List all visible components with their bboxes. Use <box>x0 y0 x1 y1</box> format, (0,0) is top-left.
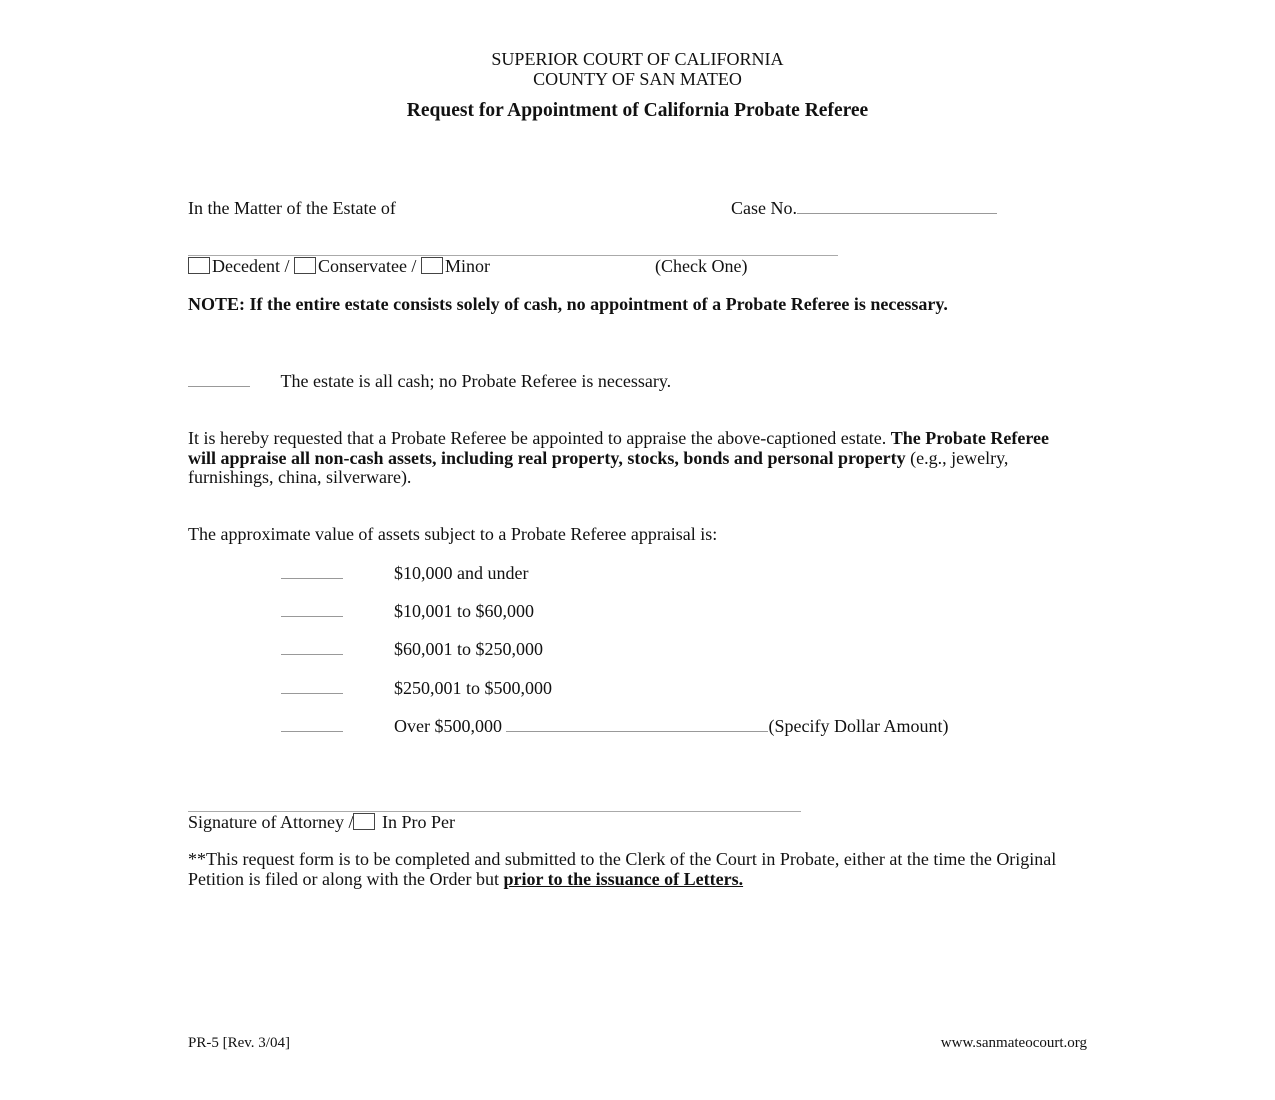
signature-label: Signature of Attorney / <box>188 812 354 832</box>
decedent-label: Decedent / <box>212 256 290 276</box>
specify-amount-label: (Specify Dollar Amount) <box>768 716 949 736</box>
value-option-label: $250,001 to $500,000 <box>394 678 553 698</box>
form-title: Request for Appointment of California Probate Referee <box>406 100 869 121</box>
request-text: It is hereby requested that a Probate Referee be appointed to appraise the above-captioned estate. <box>188 428 891 448</box>
conservatee-label: Conservatee / <box>317 256 417 276</box>
value-prompt: The approximate value of assets subject to a Probate Referee appraisal is: <box>188 524 718 544</box>
value-option-blank[interactable] <box>281 679 343 694</box>
case-no-input[interactable] <box>797 199 997 214</box>
form-id: PR-5 [Rev. 3/04] <box>188 1035 290 1051</box>
case-no-field[interactable] <box>731 198 997 218</box>
value-option-blank[interactable] <box>281 564 343 579</box>
party-type-row <box>188 256 490 276</box>
court-name: SUPERIOR COURT OF CALIFORNIA <box>491 49 784 69</box>
value-option-blank[interactable] <box>281 717 343 732</box>
value-option-label: $10,000 and under <box>394 563 529 583</box>
value-option-label: $10,001 to $60,000 <box>394 601 535 621</box>
case-no-label: Case No. <box>731 198 797 218</box>
conservatee-checkbox[interactable] <box>294 257 316 274</box>
signature-line[interactable] <box>188 795 801 812</box>
all-cash-blank[interactable] <box>188 372 250 387</box>
decedent-checkbox[interactable] <box>188 257 210 274</box>
note-text: NOTE: If the entire estate consists solely of cash, no appointment of a Probate Referee is necessary. <box>188 294 948 314</box>
minor-label: Minor <box>444 256 490 276</box>
signature-row <box>188 812 455 832</box>
footnote <box>188 850 1078 889</box>
minor-checkbox[interactable] <box>421 257 443 274</box>
value-option-row <box>281 639 544 659</box>
specify-amount-input[interactable] <box>506 717 768 732</box>
in-pro-per-label: In Pro Per <box>381 812 455 832</box>
all-cash-label: The estate is all cash; no Probate Referee is necessary. <box>280 371 672 391</box>
value-option-label <box>394 716 948 736</box>
matter-label: In the Matter of the Estate of <box>188 198 396 218</box>
estate-name-input[interactable] <box>188 238 838 256</box>
in-pro-per-checkbox[interactable] <box>353 813 375 830</box>
website: www.sanmateocourt.org <box>940 1035 1087 1051</box>
value-option-row <box>281 563 529 583</box>
value-option-blank[interactable] <box>281 602 343 617</box>
value-option-row <box>281 678 553 698</box>
value-option-row <box>281 601 535 621</box>
value-option-blank[interactable] <box>281 640 343 655</box>
request-bold-text: The Probate Referee will appraise all non-cash assets, including real property, stocks, bonds and personal property <box>188 428 1049 468</box>
value-option-row <box>281 716 949 736</box>
footnote-text: **This request form is to be completed and submitted to the Clerk of the Court in Probate, either at the time the Original Petition is filed or along with the Order but <box>188 849 1057 889</box>
all-cash-row <box>188 371 671 391</box>
request-paragraph <box>188 429 1078 488</box>
request-tail-text: (e.g., jewelry, furnishings, china, silverware). <box>188 447 1009 487</box>
over-500k-label: Over $500,000 <box>394 716 502 736</box>
county-name: COUNTY OF SAN MATEO <box>533 69 742 89</box>
value-option-label: $60,001 to $250,000 <box>394 639 544 659</box>
footnote-emphasis: prior to the issuance of Letters. <box>503 868 744 889</box>
check-one-label: (Check One) <box>655 256 748 276</box>
